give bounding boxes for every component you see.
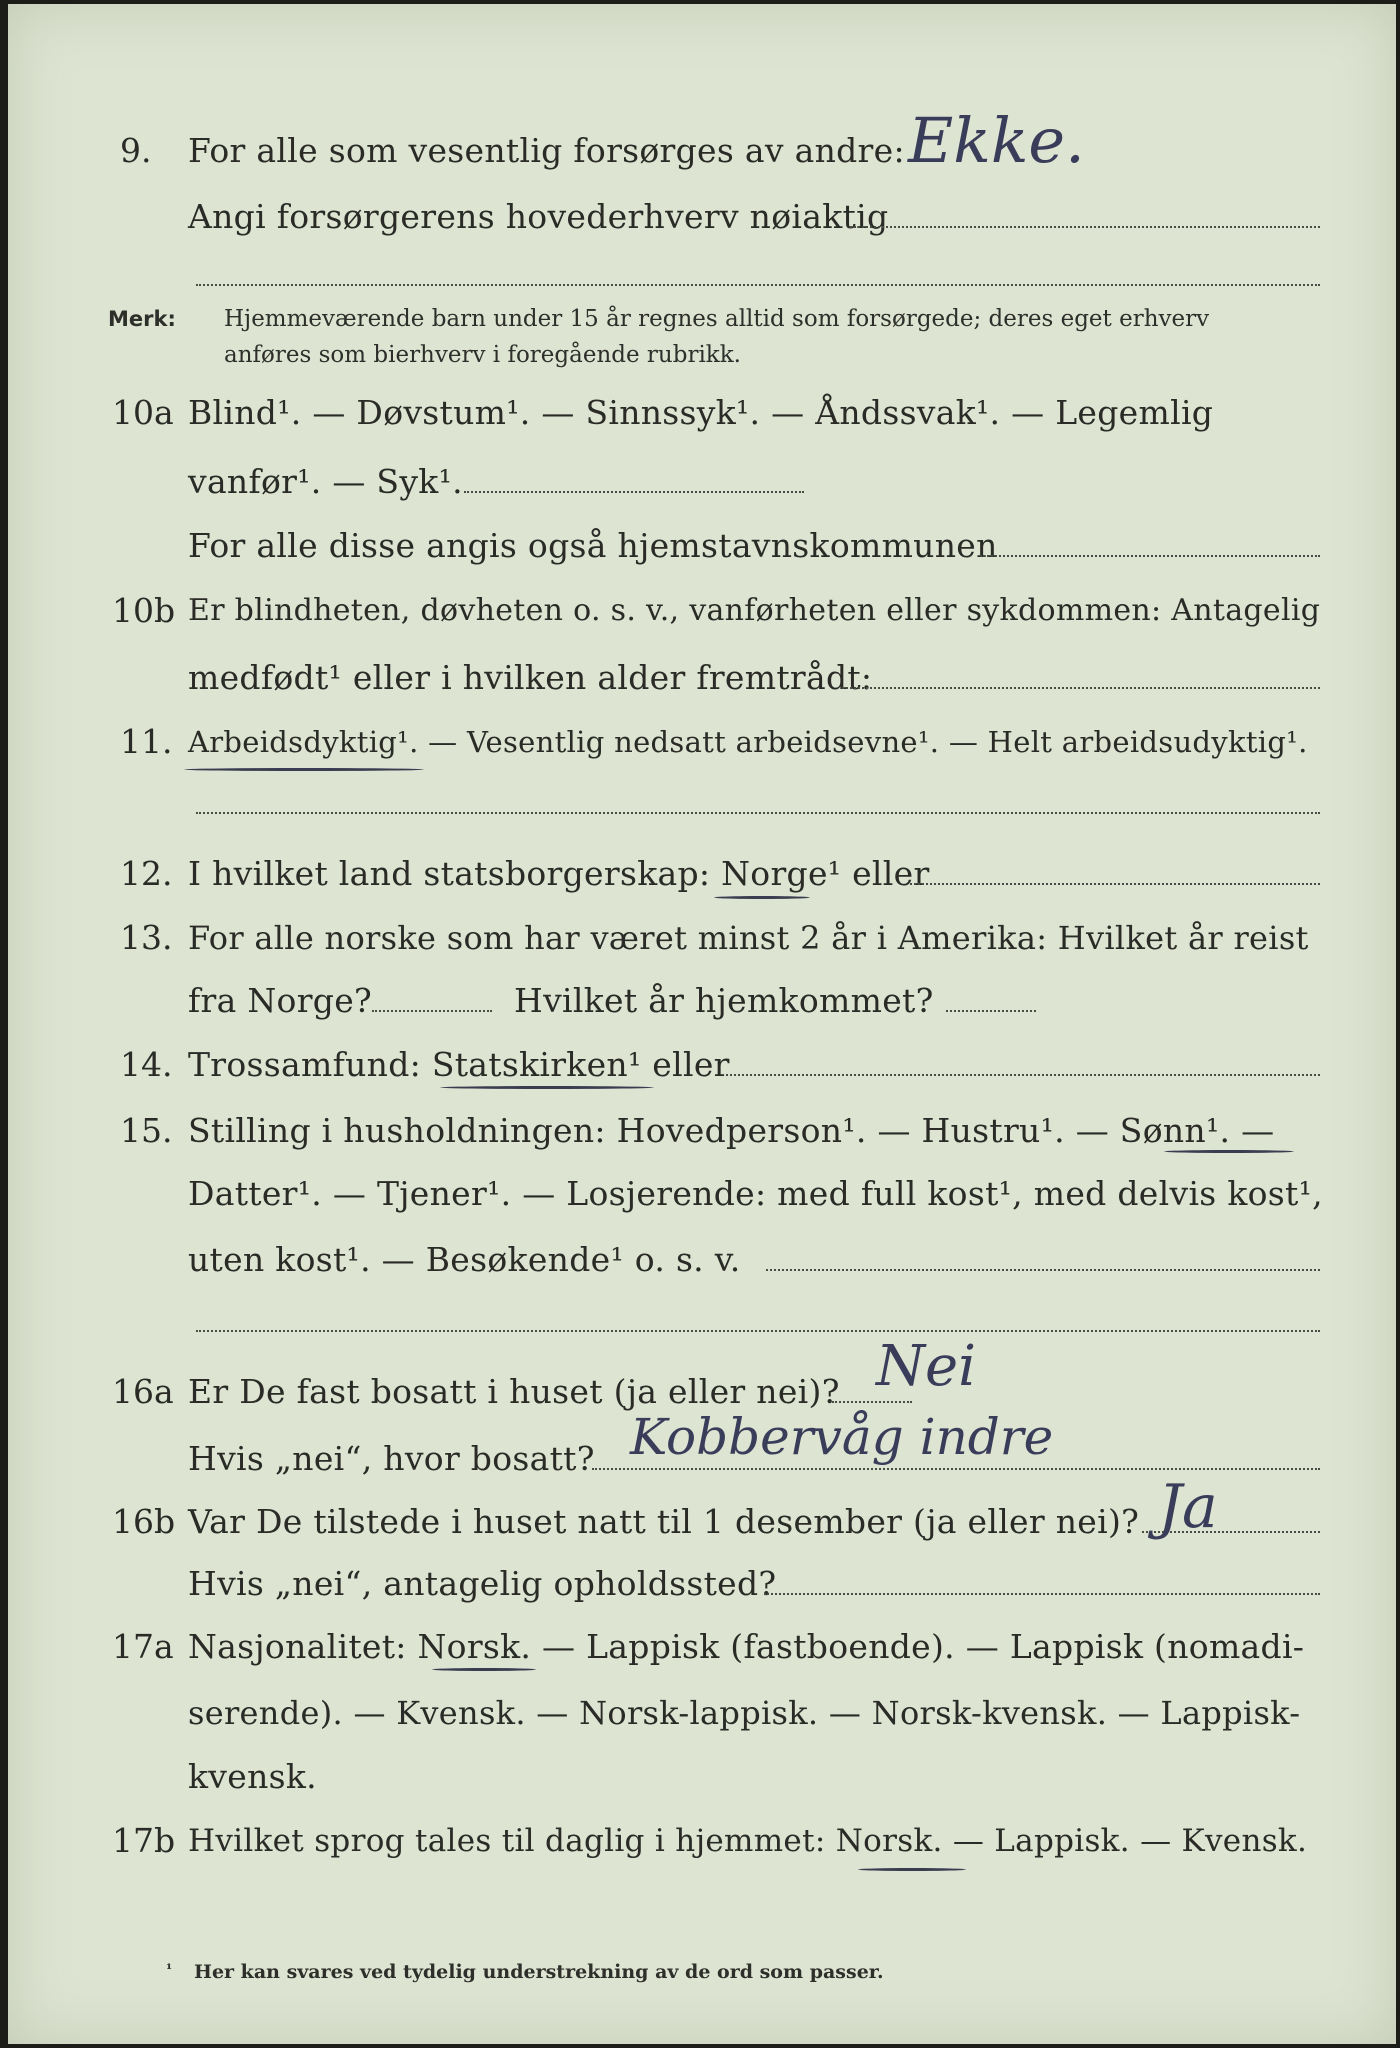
q10a-answer-line: [464, 491, 804, 493]
q10b-line1: Er blindheten, døvheten o. s. v., vanførheten eller sykdommen: Antagelig: [188, 593, 1321, 628]
q10a-number: 10a: [112, 393, 174, 432]
q11-answer-line: [196, 812, 1320, 814]
q10a-municipality-line: [980, 555, 1320, 557]
q10b-answer-line: [842, 687, 1320, 689]
q13-number: 13.: [120, 918, 173, 957]
q16b-handwritten-answer1: Ja: [1158, 1472, 1218, 1542]
footnote-mark: ¹: [166, 1962, 173, 1978]
q13-departure-year-line: [372, 1010, 492, 1012]
merk-line2: anføres som bierhverv i foregående rubrikk.: [224, 342, 741, 368]
q9-question-line2: Angi forsørgerens hovederhverv nøiaktig: [188, 197, 889, 236]
q17a-line2: serende). — Kvensk. — Norsk-lappisk. — Norsk-kvensk. — Lappisk-: [188, 1694, 1301, 1732]
q17a-line3: kvensk.: [188, 1757, 317, 1796]
q9-handwritten-answer: Ekke.: [908, 104, 1085, 177]
q10a-line3: For alle disse angis også hjemstavnskommunen: [188, 526, 998, 565]
q16b-number: 16b: [112, 1502, 176, 1541]
q16a-handwritten-answer1: Nei: [876, 1334, 977, 1399]
q16a-line2: Hvis „nei“, hvor bosatt?: [188, 1439, 595, 1478]
q13-return-year-line: [946, 1010, 1036, 1012]
q15-underline-sonn: [1164, 1150, 1294, 1153]
q12-underline-norge: [714, 896, 810, 899]
q15-line3: uten kost¹. — Besøkende¹ o. s. v.: [188, 1240, 741, 1279]
q16a-number: 16a: [112, 1372, 174, 1411]
q17a-line1: Nasjonalitet: Norsk. — Lappisk (fastboende). — Lappisk (nomadi-: [188, 1627, 1305, 1666]
q17b-line1: Hvilket sprog tales til daglig i hjemmet: Norsk. — Lappisk. — Kvensk.: [188, 1823, 1308, 1859]
q10a-line2: vanfør¹. — Syk¹.: [188, 462, 463, 501]
footnote-text: Her kan svares ved tydelig understrekning av de ord som passer.: [194, 1961, 884, 1983]
q11-number: 11.: [120, 722, 173, 761]
q14-number: 14.: [120, 1045, 173, 1084]
q12-line1: I hvilket land statsborgerskap: Norge¹ eller: [188, 854, 930, 893]
q16a-line1: Er De fast bosatt i huset (ja eller nei)?: [188, 1372, 840, 1411]
q13-line1: For alle norske som har været minst 2 år i Amerika: Hvilket år reist: [188, 919, 1309, 957]
form-page: [8, 4, 1396, 2044]
q17a-underline-norsk: [432, 1668, 536, 1671]
q14-underline-statskirken: [440, 1086, 654, 1089]
q13-line2b: Hvilket år hjemkommet?: [514, 981, 934, 1020]
q9-answer-line: [850, 226, 1320, 228]
q11-line1: Arbeidsdyktig¹. — Vesentlig nedsatt arbeidsevne¹. — Helt arbeidsudyktig¹.: [188, 725, 1308, 759]
q16b-answer-line2: [764, 1593, 1320, 1595]
q17a-number: 17a: [112, 1627, 174, 1666]
q9-answer-line-2: [196, 284, 1320, 286]
q16a-answer-line1: [832, 1401, 912, 1403]
q15-line1: Stilling i husholdningen: Hovedperson¹. — Hustru¹. — Sønn¹. —: [188, 1111, 1275, 1150]
q12-number: 12.: [120, 854, 173, 893]
q17b-underline-norsk: [858, 1868, 966, 1871]
merk-label: Merk:: [108, 307, 176, 331]
q10b-number: 10b: [112, 591, 176, 630]
q16a-handwritten-answer2: Kobbervåg indre: [630, 1408, 1054, 1466]
q15-number: 15.: [120, 1111, 173, 1150]
q15-answer-line: [766, 1269, 1320, 1271]
q16b-line2: Hvis „nei“, antagelig opholdssted?: [188, 1564, 777, 1603]
q11-underline-arbeidsdyktig: [184, 768, 424, 771]
q10a-line1: Blind¹. — Døvstum¹. — Sinnssyk¹. — Åndssvak¹. — Legemlig: [188, 393, 1214, 432]
q10b-line2: medfødt¹ eller i hvilken alder fremtrådt:: [188, 658, 873, 697]
q9-question-line1: For alle som vesentlig forsørges av andre:: [188, 131, 905, 170]
q15-line2: Datter¹. — Tjener¹. — Losjerende: med full kost¹, med delvis kost¹,: [188, 1174, 1323, 1213]
q14-line1: Trossamfund: Statskirken¹ eller: [188, 1045, 730, 1084]
q13-line2: fra Norge?: [188, 981, 373, 1020]
q14-answer-line: [726, 1074, 1320, 1076]
q15-answer-line-2: [196, 1330, 1320, 1332]
q17b-number: 17b: [112, 1821, 176, 1860]
q16a-answer-line2: [592, 1468, 1320, 1470]
merk-line1: Hjemmeværende barn under 15 år regnes alltid som forsørgede; deres eget erhverv: [224, 306, 1210, 332]
q12-answer-line: [910, 883, 1320, 885]
q16b-line1: Var De tilstede i huset natt til 1 desember (ja eller nei)?: [188, 1502, 1140, 1541]
q9-number: 9.: [120, 131, 152, 170]
